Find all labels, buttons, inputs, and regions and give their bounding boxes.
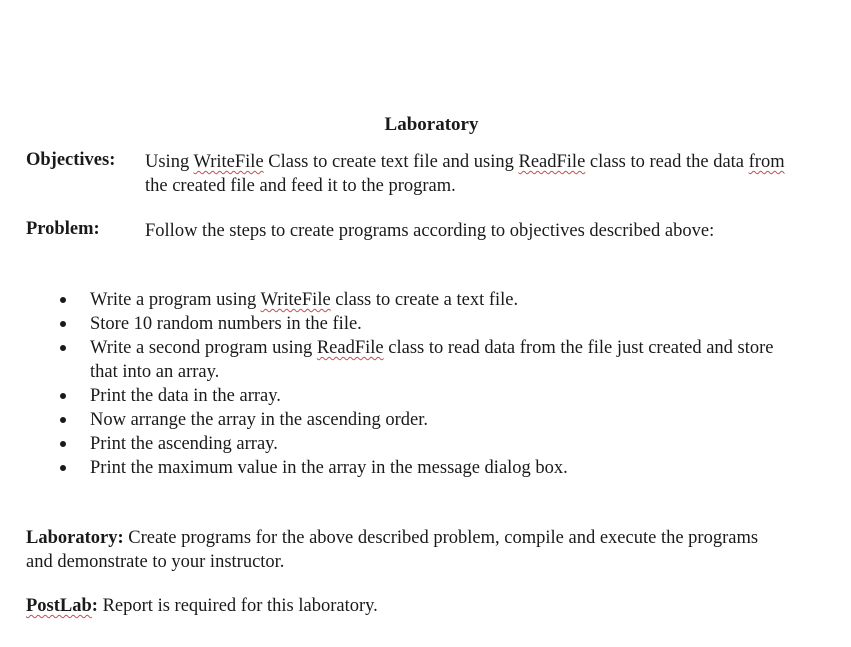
document-title: Laboratory	[384, 114, 479, 135]
list-item: Print the maximum value in the array in the message dialog box.	[52, 456, 792, 480]
laboratory-label: Laboratory:	[26, 528, 124, 548]
postlab-label: PostLab	[26, 596, 92, 616]
problem-label: Problem:	[26, 219, 100, 239]
steps-list	[52, 288, 792, 480]
list-item: Write a second program using ReadFile class to read data from the file just created and store that into an array.	[52, 336, 792, 384]
list-item: Print the ascending array.	[52, 432, 792, 456]
bullet-icon	[60, 441, 66, 447]
bullet-icon	[60, 465, 66, 471]
spellcheck-readfile: ReadFile	[518, 152, 586, 172]
postlab-text: Report is required for this laboratory.	[97, 596, 378, 616]
spellcheck-writefile: WriteFile	[193, 152, 264, 172]
bullet-icon	[60, 417, 66, 423]
list-item: Now arrange the array in the ascending order.	[52, 408, 792, 432]
objectives-label: Objectives:	[26, 150, 116, 170]
bullet-icon	[60, 321, 66, 327]
postlab-paragraph: PostLab: Report is required for this laboratory.	[26, 596, 378, 616]
laboratory-paragraph	[26, 526, 786, 574]
objectives-text: Using WriteFile Class to create text file and using ReadFile class to read the data from the created file and feed it to the program.	[145, 152, 785, 196]
laboratory-text: Create programs for the above described problem, compile and execute the programs and demonstrate to your instructor.	[26, 528, 759, 572]
problem-text: Follow the steps to create programs according to objectives described above:	[145, 221, 715, 241]
grammar-from: from	[748, 152, 785, 172]
bullet-icon	[60, 345, 66, 351]
list-item: Print the data in the array.	[52, 384, 792, 408]
list-item: Store 10 random numbers in the file.	[52, 312, 792, 336]
bullet-icon	[60, 393, 66, 399]
bullet-icon	[60, 297, 66, 303]
list-item: Write a program using WriteFile class to create a text file.	[52, 288, 792, 312]
